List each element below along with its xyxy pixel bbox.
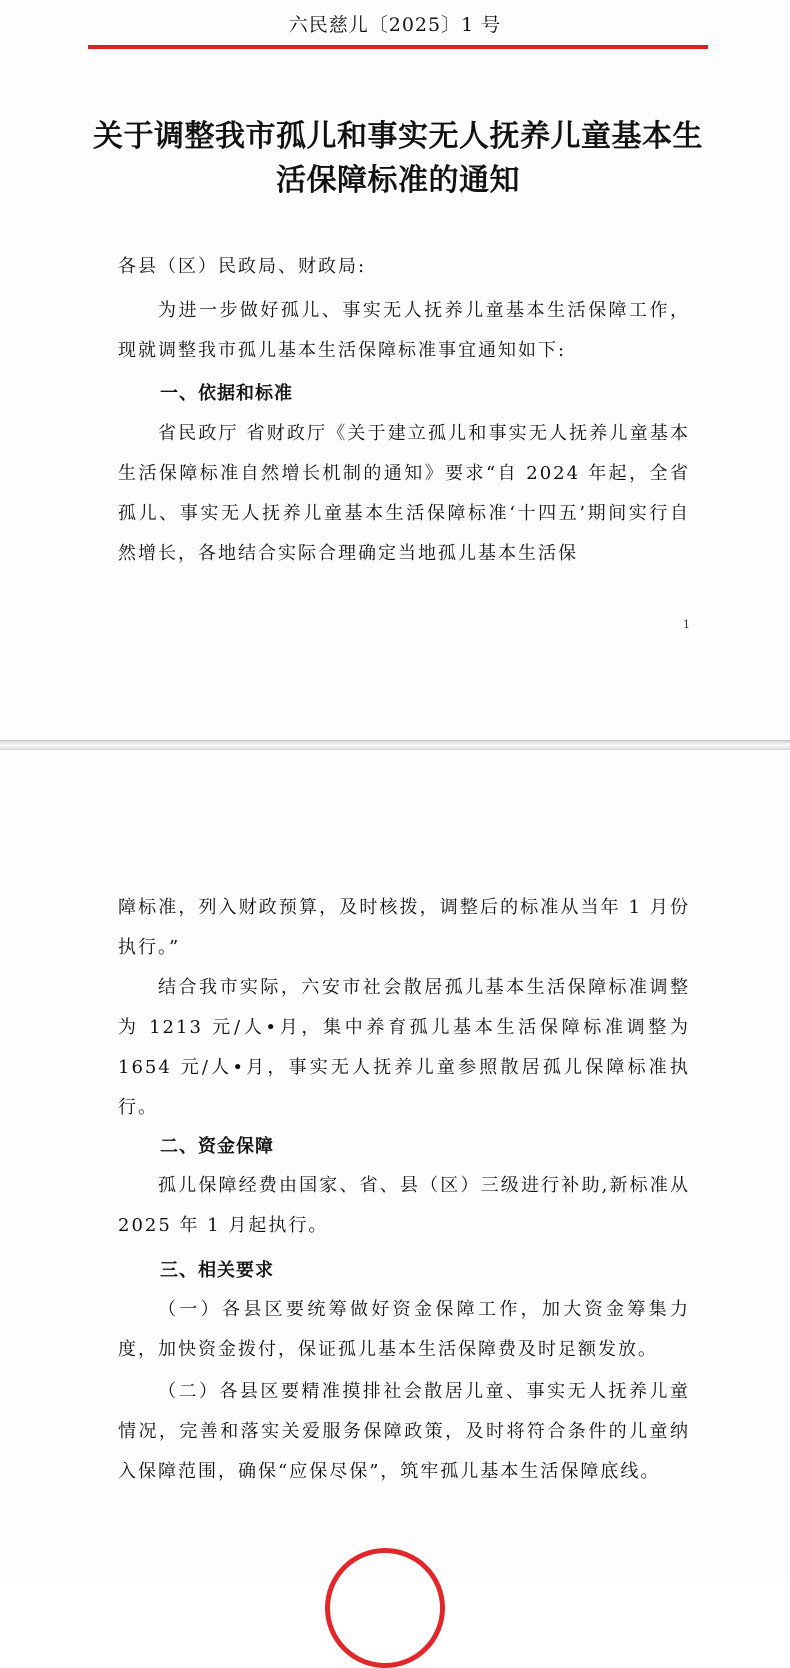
intro-paragraph: 为进一步做好孤儿、事实无人抚养儿童基本生活保障工作，现就调整我市孤儿基本生活保障标准事宜通知如下:	[118, 300, 690, 361]
continuation-paragraph: 障标准，列入财政预算，及时核拨，调整后的标准从当年 1 月份执行。”	[118, 897, 690, 958]
section-2-paragraph: 孤儿保障经费由国家、省、县（区）三级进行补助,新标准从 2025 年 1 月起执行。	[118, 1175, 690, 1236]
requirement-2: （二）各县区要精准摸排社会散居儿童、事实无人抚养儿童情况，完善和落实关爱服务保障政策，及时将符合条件的儿童纳入保障范围，确保“应保尽保”，筑牢孤儿基本生活保障底线。	[118, 1381, 690, 1482]
official-seal	[325, 1548, 445, 1668]
standard-paragraph: 结合我市实际，六安市社会散居孤儿基本生活保障标准调整为 1213 元/人•月，集中养育孤儿基本生活保障标准调整为 1654 元/人•月，事实无人抚养儿童参照散居孤儿保障标准执行。	[118, 977, 690, 1118]
section-1-heading: 一、依据和标准	[160, 383, 293, 404]
section-2-heading: 二、资金保障	[160, 1136, 274, 1157]
document-number: 六民慈儿〔2025〕1 号	[288, 14, 502, 36]
section-1-paragraph: 省民政厅 省财政厅《关于建立孤儿和事实无人抚养儿童基本生活保障标准自然增长机制的通知》要求“自 2024 年起，全省孤儿、事实无人抚养儿童基本生活保障标准‘十四五’期间实行自然增长，各地结合实际合理确定当地孤儿基本生活保	[118, 423, 690, 564]
page-number: 1	[683, 618, 690, 631]
document-page-1	[0, 0, 790, 740]
red-header-rule	[88, 45, 708, 49]
document-title: 关于调整我市孤儿和事实无人抚养儿童基本生活保障标准的通知	[93, 119, 703, 198]
requirement-1: （一）各县区要统筹做好资金保障工作，加大资金筹集力度，加快资金拨付，保证孤儿基本生活保障费及时足额发放。	[118, 1299, 690, 1360]
section-3-heading: 三、相关要求	[160, 1260, 274, 1281]
salutation: 各县（区）民政局、财政局:	[118, 256, 367, 277]
